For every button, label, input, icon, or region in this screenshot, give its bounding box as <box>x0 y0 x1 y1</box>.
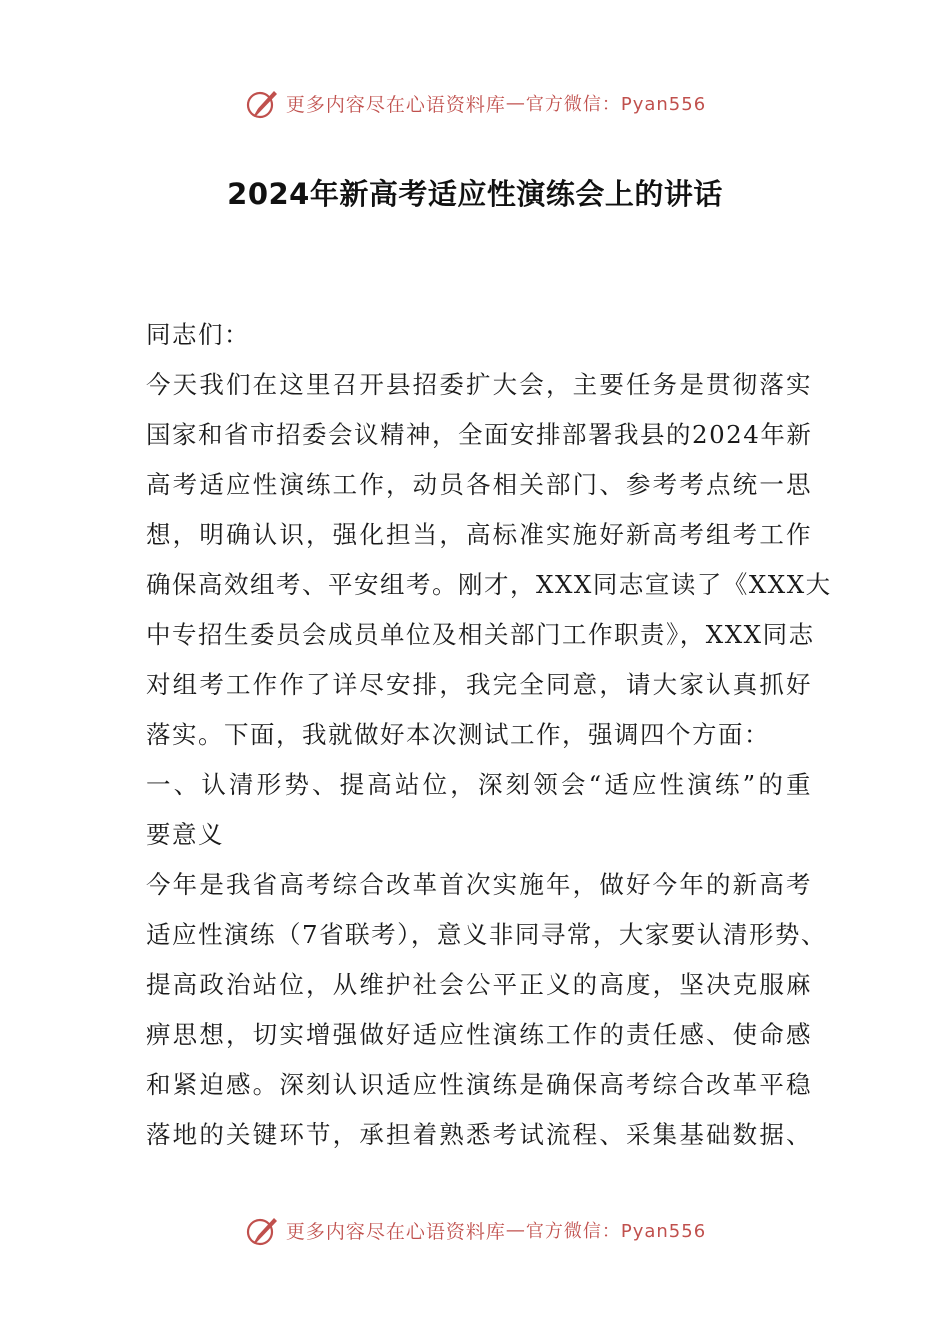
body-line: 提高政治站位，从维护社会公平正义的高度，坚决克服麻 <box>146 970 812 999</box>
body-line: 落实。下面，我就做好本次测试工作，强调四个方面： <box>146 720 770 749</box>
document-body <box>146 316 832 1166</box>
body-line: 今天我们在这里召开县招委扩大会，主要任务是贯彻落实 <box>146 370 812 399</box>
body-line: 今年是我省高考综合改革首次实施年，做好今年的新高考 <box>146 870 812 899</box>
body-line: 确保高效组考、平安组考。刚才，XXX同志宣读了《XXX大 <box>146 570 832 599</box>
section-heading-line: 要意义 <box>146 820 224 849</box>
footer-wechat-text: 官方微信：Pyan556 <box>525 1221 707 1242</box>
body-line: 想，明确认识，强化担当，高标准实施好新高考组考工作 <box>146 520 812 549</box>
body-line: 中专招生委员会成员单位及相关部门工作职责》，XXX同志 <box>146 620 815 649</box>
header-dash: — <box>505 92 526 114</box>
footer-site-text: 更多内容尽在心语资料库 <box>285 1220 506 1243</box>
body-line: 和紧迫感。深刻认识适应性演练是确保高考综合改革平稳 <box>146 1070 812 1099</box>
body-line: 对组考工作作了详尽安排，我完全同意，请大家认真抓好 <box>146 670 812 699</box>
quill-logo-icon <box>244 85 280 121</box>
document-title: 2024年新高考适应性演练会上的讲话 <box>227 177 723 211</box>
footer-banner <box>0 1210 950 1250</box>
header-site-text: 更多内容尽在心语资料库 <box>285 93 506 116</box>
quill-logo-icon <box>244 1212 280 1248</box>
footer-dash: — <box>505 1219 526 1241</box>
body-line: 适应性演练（7省联考），意义非同寻常，大家要认清形势、 <box>146 920 827 949</box>
body-line: 痹思想，切实增强做好适应性演练工作的责任感、使命感 <box>146 1020 812 1049</box>
body-line: 国家和省市招委会议精神，全面安排部署我县的2024年新 <box>146 420 813 449</box>
header-wechat-text: 官方微信：Pyan556 <box>525 94 707 115</box>
body-line: 高考适应性演练工作，动员各相关部门、参考考点统一思 <box>146 470 812 499</box>
section-heading-line: 一、认清形势、提高站位，深刻领会“适应性演练”的重 <box>146 770 812 799</box>
header-banner <box>0 83 950 123</box>
body-line: 同志们： <box>146 320 250 349</box>
body-line: 落地的关键环节，承担着熟悉考试流程、采集基础数据、 <box>146 1120 812 1149</box>
